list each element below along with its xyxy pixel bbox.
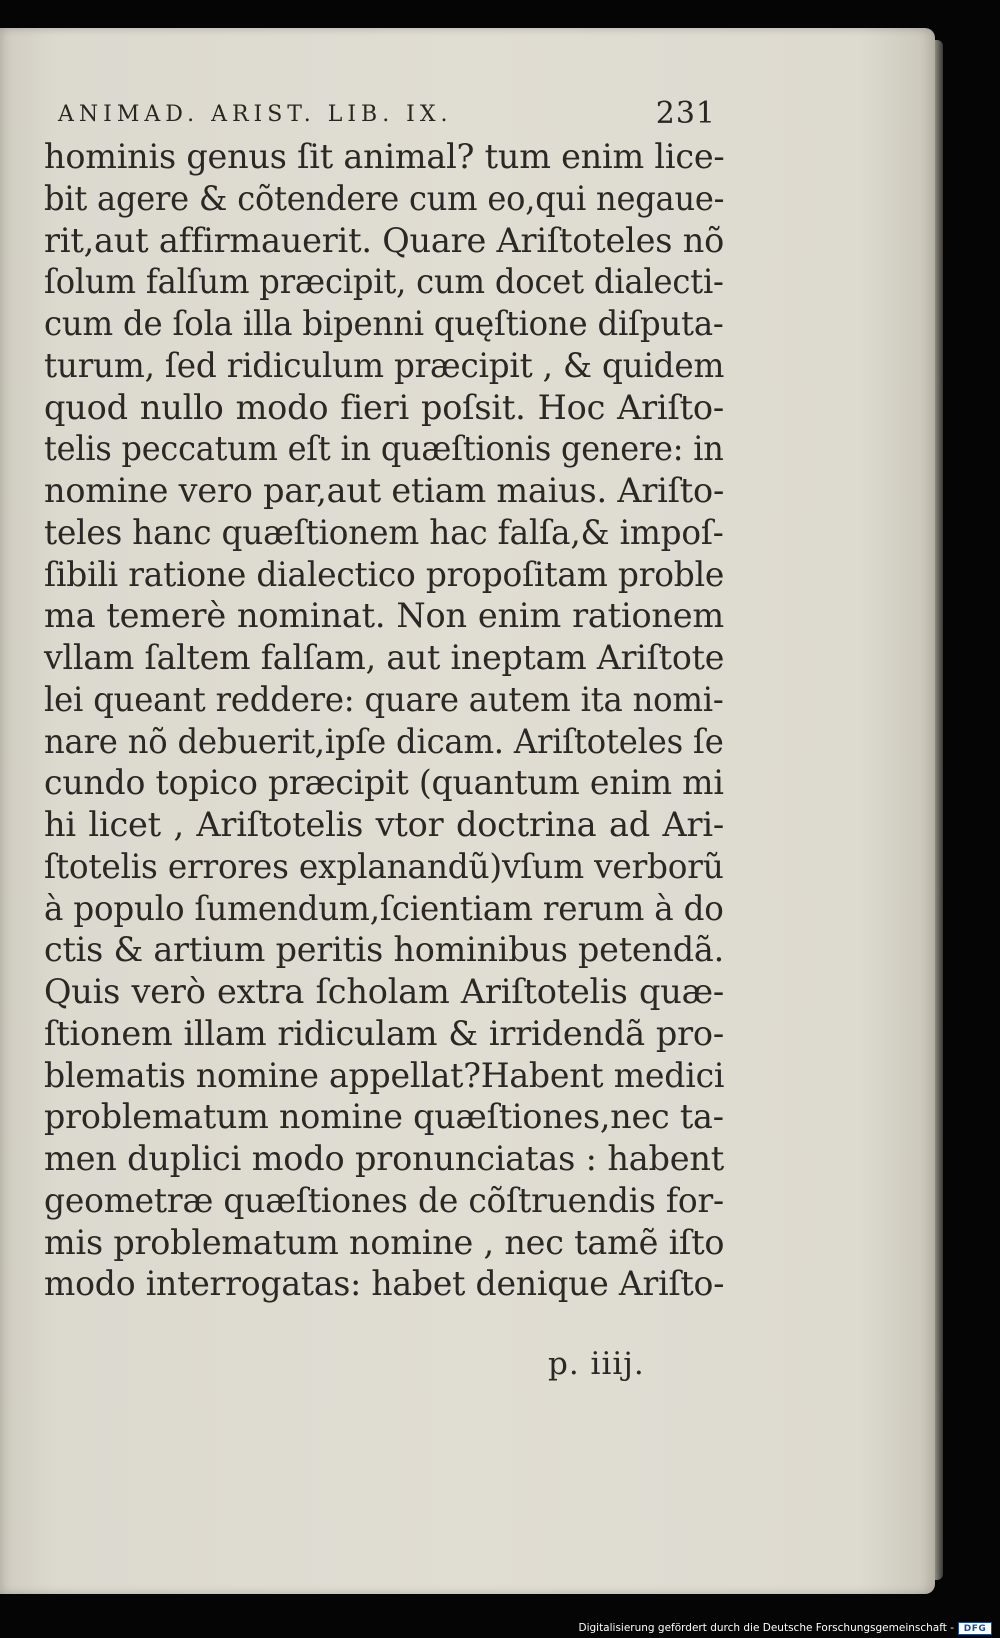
signature-mark: p. iiij.	[548, 1346, 645, 1382]
text-line: ſolum falſum præcipit, cum docet dialecti-	[44, 262, 724, 302]
text-line: hominis genus ſit animal? tum enim lice-	[44, 137, 725, 176]
running-head	[58, 96, 716, 136]
text-line: geometræ quæſtiones de cõſtruendis for-	[44, 1180, 724, 1220]
text-line: problematum nomine quæſtiones,nec ta-	[44, 1097, 724, 1137]
text-line: ſtionem illam ridiculam & irridendã pro-	[44, 1013, 724, 1053]
text-line: telis peccatum eſt in quæſtionis genere: in	[44, 429, 724, 469]
text-line: men duplici modo pronunciatas : habent	[44, 1139, 724, 1178]
text-line: à populo ſumendum,ſcientiam rerum à do	[44, 888, 724, 928]
book-page	[0, 28, 935, 1594]
text-line: nomine vero par,aut etiam maius. Ariſto-	[44, 471, 725, 510]
text-line: rit,aut affirmauerit. Quare Ariſtoteles nõ	[44, 220, 725, 260]
text-line: modo interrogatas: habet denique Ariſto-	[44, 1264, 725, 1304]
text-line: quod nullo modo fieri poſsit. Hoc Ariſto-	[44, 387, 724, 427]
text-line: ſibili ratione dialectico propoſitam proble	[44, 554, 725, 594]
text-line: mis problematum nomine , nec tamẽ iſto	[44, 1222, 725, 1262]
text-line: teles hanc quæſtionem hac falſa,& impoſ-	[44, 512, 724, 552]
digitization-credit: Digitalisierung gefördert durch die Deutsche Forschungsgemeinschaft -	[578, 1622, 954, 1634]
text-line: Quis verò extra ſcholam Ariſtotelis quæ-	[44, 972, 724, 1011]
text-line: vllam ſaltem falſam, aut ineptam Ariſtote	[44, 638, 725, 677]
text-line: cundo topico præcipit (quantum enim mi	[44, 763, 724, 803]
dfg-logo-icon: DFG	[958, 1622, 992, 1635]
text-line: ctis & artium peritis hominibus petendã.	[44, 930, 724, 970]
text-line: cum de ſola illa bipenni quęſtione diſputa-	[44, 304, 724, 343]
text-line: ma temerè nominat. Non enim rationem	[44, 596, 724, 636]
text-line: turum, ſed ridiculum præcipit , & quidem	[44, 345, 725, 385]
text-line: nare nõ debuerit,ipſe dicam. Ariſtoteles ſe	[44, 721, 724, 761]
text-line: hi licet , Ariſtotelis vtor doctrina ad Ari-	[44, 805, 724, 844]
body-text	[44, 136, 724, 1305]
page-edge	[935, 40, 943, 1580]
text-line: lei queant reddere: quare autem ita nomi-	[44, 679, 724, 719]
text-line: blematis nomine appellat?Habent medici	[44, 1055, 725, 1095]
running-head-title: ANIMAD. ARIST. LIB. IX.	[58, 102, 453, 127]
text-line: ſtotelis errores explanandũ)vſum verborũ	[44, 846, 724, 886]
page-number: 231	[655, 96, 716, 131]
text-line: bit agere & cõtendere cum eo,qui negaue-	[44, 178, 725, 218]
